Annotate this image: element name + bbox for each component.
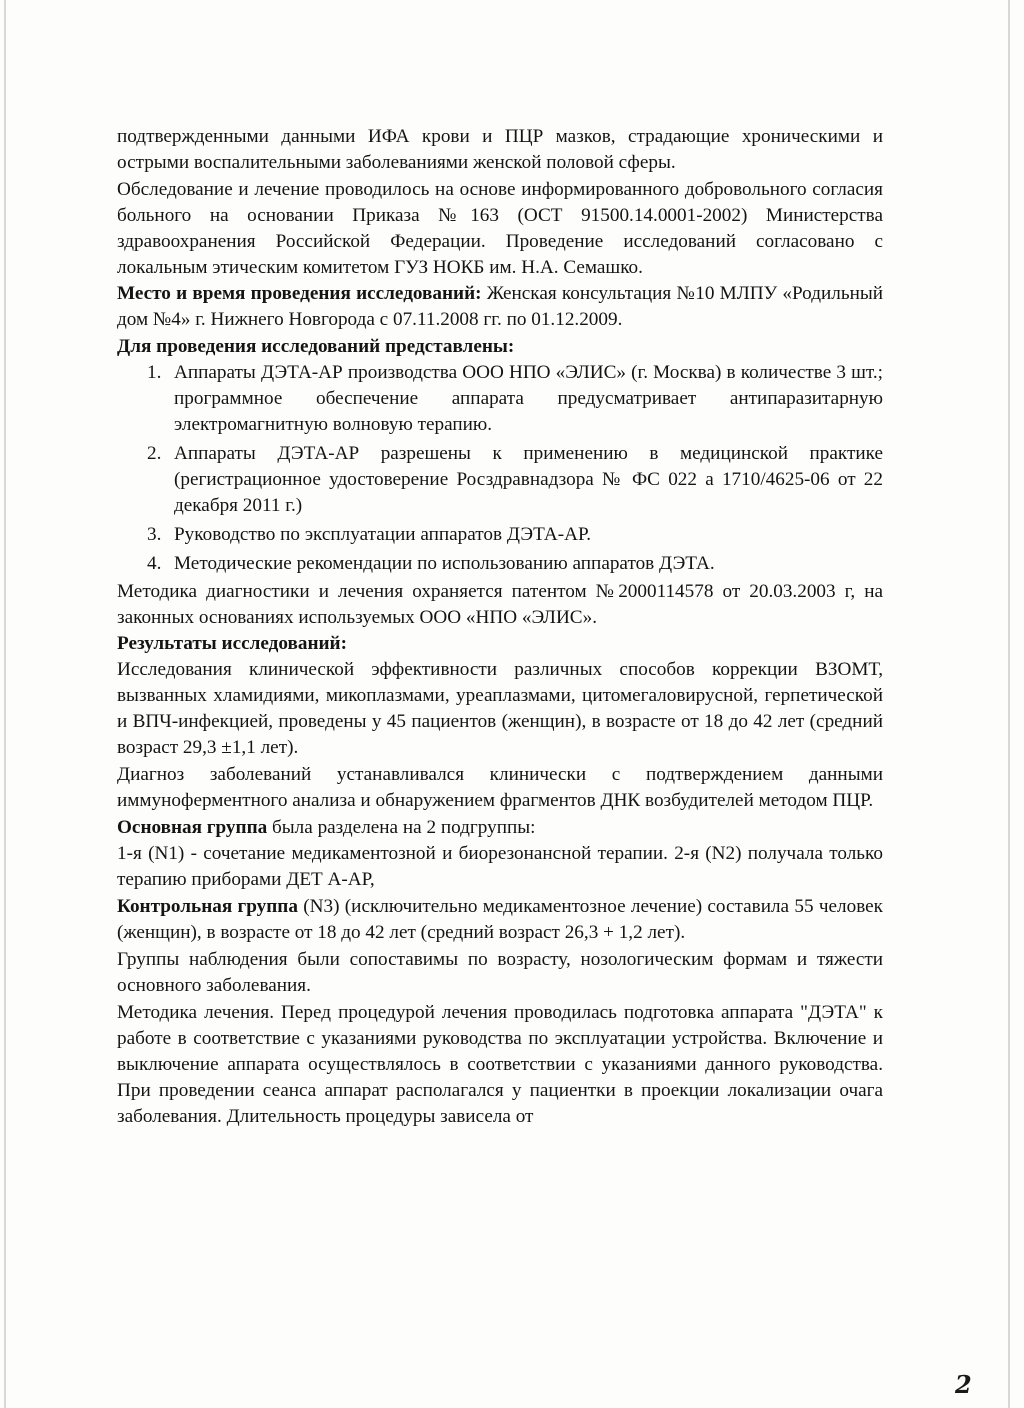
equipment-item <box>147 441 883 519</box>
equipment-item-text: Методические рекомендации по использованию аппаратов ДЭТА. <box>174 552 715 574</box>
equipment-item <box>147 551 883 577</box>
equipment-item-text: Аппараты ДЭТА-АР производства ООО НПО «ЭЛИС» (г. Москва) в количестве 3 шт.; программное обеспечение аппарата предусматривает антипаразитарную электромагнитную волновую терапию. <box>174 362 883 435</box>
subgroups-paragraph: 1-я (N1) - сочетание медикаментозной и биорезонансной терапии. 2-я (N2) получала только терапию приборами ДЕТ А-АР, <box>117 843 883 891</box>
equipment-item-number: 2. <box>147 442 162 464</box>
document-page <box>117 124 883 1129</box>
equipment-list <box>117 360 883 576</box>
main-group-label: Основная группа <box>117 816 268 838</box>
method-paragraph: Методика лечения. Перед процедурой лечения проводилась подготовка аппарата "ДЭТА" к работе в соответствие с указаниями руководства по эксплуатации устройства. Включение и выключение аппарата осуществлялось в соответствии с указаниями данного руководства. При проведении сеанса аппарат располагался у пациентки в проекции локализации очага заболевания. Длительность процедуры зависела от <box>117 1001 883 1127</box>
equipment-item <box>147 360 883 438</box>
page-number: 2 <box>955 1370 972 1399</box>
place-time-label: Место и время проведения исследований: <box>117 283 482 305</box>
main-group-paragraph <box>117 815 883 841</box>
equipment-item-text: Аппараты ДЭТА-АР разрешены к применению в медицинской практике (регистрационное удостоверение Росздравнадзора № ФС 022 а 1710/4625-06 от 22 декабря 2011 г.) <box>174 442 883 516</box>
main-group-text: была разделена на 2 подгруппы: <box>267 816 536 838</box>
place-time-paragraph <box>117 281 883 333</box>
intro-paragraph: подтвержденными данными ИФА крови и ПЦР мазков, страдающие хроническими и острыми воспалительными заболеваниями женской половой сферы. <box>117 126 883 173</box>
results-paragraph: Исследования клинической эффективности различных способов коррекции ВЗОМТ, вызванных хламидиями, микоплазмами, уреаплазмами, цитомегаловирусной, герпетической и ВПЧ-инфекцией, проведены у 45 пациентов (женщин), в возрасте от 18 до 42 лет (средний возраст 29,3 ±1,1 лет). <box>117 659 883 758</box>
control-group-label: Контрольная группа <box>117 896 298 918</box>
equipment-item-number: 3. <box>147 523 162 545</box>
scan-edge-right <box>1008 0 1010 1408</box>
equipment-item-number: 1. <box>147 362 162 384</box>
equipment-item-number: 4. <box>147 552 162 574</box>
control-group-paragraph <box>117 894 883 946</box>
control-group-text: (N3) (исключительно медикаментозное лечение) составила 55 человек (женщин), в возрасте от 18 до 42 лет (средний возраст 26,3 + 1,2 лет). <box>117 896 883 944</box>
equipment-heading: Для проведения исследований представлены: <box>117 336 515 358</box>
results-heading: Результаты исследований: <box>117 633 347 655</box>
equipment-item <box>147 522 883 548</box>
consent-paragraph: Обследование и лечение проводилось на основе информированного добровольного согласия больного на основании Приказа №163 (ОСТ 91500.14.0001-2002) Министерства здравоохранения Российской Федерации. Проведение исследований согласовано с локальным этическим комитетом ГУЗ НОКБ им. Н.А. Семашко. <box>117 178 883 278</box>
comparability-paragraph: Группы наблюдения были сопоставимы по возрасту, нозологическим формам и тяжести основного заболевания. <box>117 949 883 996</box>
equipment-item-text: Руководство по эксплуатации аппаратов ДЭТА-АР. <box>174 523 592 545</box>
diagnosis-paragraph: Диагноз заболеваний устанавливался клинически с подтверждением данными иммуноферментного анализа и обнаружением фрагментов ДНК возбудителей методом ПЦР. <box>117 763 883 811</box>
scan-edge-left <box>4 0 6 1408</box>
patent-paragraph: Методика диагностики и лечения охраняется патентом №2000114578 от 20.03.2003 г, на законных основаниях используемых ООО «НПО «ЭЛИС». <box>117 581 883 629</box>
place-time-text: Женская консультация №10 МЛПУ «Родильный дом №4» г. Нижнего Новгорода с 07.11.2008 гг. по 01.12.2009. <box>117 283 884 331</box>
